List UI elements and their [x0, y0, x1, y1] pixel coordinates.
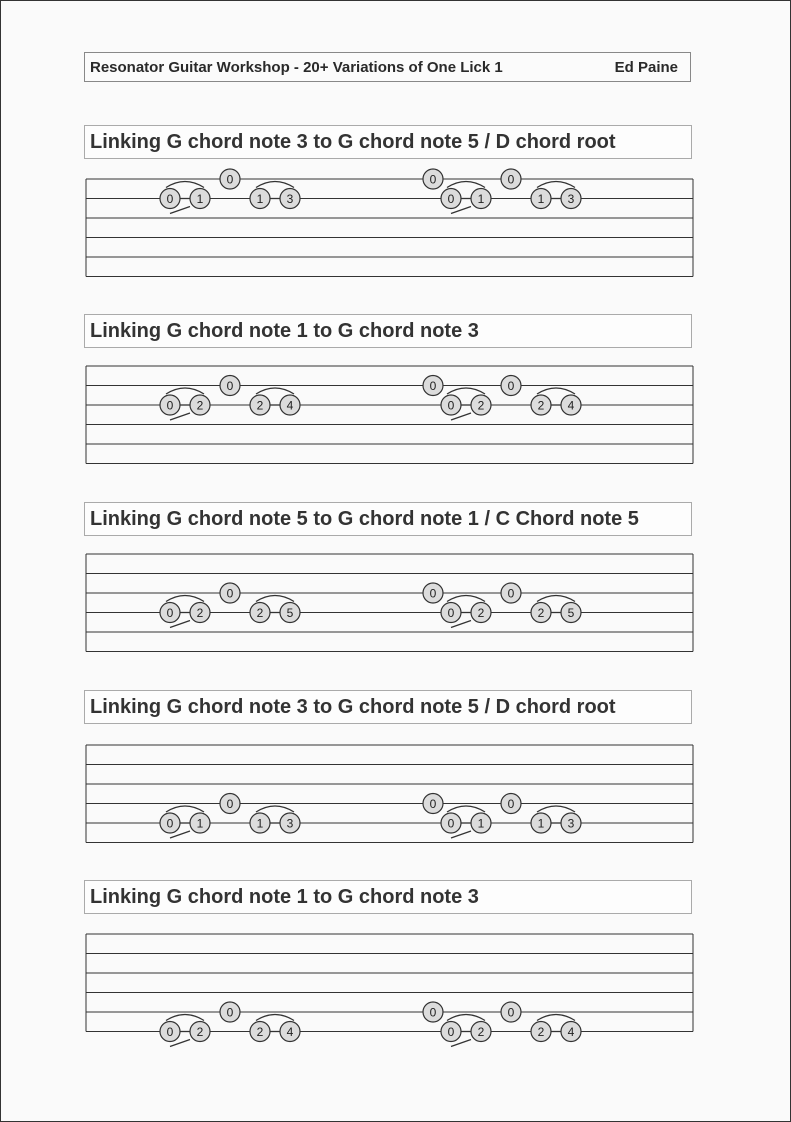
section-4-motif-1-hammer-arc-1 — [166, 806, 204, 812]
section-4-motif-1-hammer-arc-2 — [256, 806, 294, 812]
section-3-motif-2-fret-2: 2 — [477, 606, 485, 620]
section-2-motif-2-open-mid: 0 — [507, 379, 515, 393]
section-5-motif-2-open-high: 0 — [429, 1005, 437, 1020]
section-3-motif-1-open-mid: 0 — [226, 586, 234, 601]
section-2-motif-2-open-high: 0 — [429, 379, 437, 393]
section-4-motif-2-fret-2: 1 — [477, 816, 485, 831]
document-title: Resonator Guitar Workshop - 20+ Variations of One Lick 1 — [90, 59, 503, 76]
section-3-motif-2-open-high: 0 — [429, 586, 437, 601]
section-3-motif-1-fret-3: 2 — [256, 606, 264, 620]
section-1-motif-1-fret-1: 0 — [166, 192, 174, 206]
section-1-motif-1-fret-4: 3 — [286, 192, 294, 206]
section-3-motif-2-open-mid: 0 — [507, 586, 515, 601]
section-4-motif-2-open-mid: 0 — [507, 797, 515, 811]
section-2-title: Linking G chord note 1 to G chord note 3 — [84, 314, 692, 348]
section-1-motif-2-fret-3: 1 — [537, 192, 545, 206]
section-1-motif-1-hammer-arc-1 — [166, 182, 204, 188]
section-3-motif-1-hammer-arc-2 — [256, 596, 294, 602]
section-4-motif-1-fret-3: 1 — [256, 816, 264, 831]
section-5-motif-2-fret-1: 0 — [447, 1025, 455, 1039]
section-2-motif-2-fret-2: 2 — [477, 398, 485, 413]
section-3-motif-1-fret-2: 2 — [196, 606, 204, 620]
section-1-motif-1-hammer-arc-2 — [256, 182, 294, 188]
section-4-motif-2-fret-4: 3 — [567, 816, 575, 831]
section-5-motif-2-fret-3: 2 — [537, 1025, 545, 1039]
section-2-motif-2-hammer-arc-1 — [447, 388, 485, 394]
section-3-motif-2-hammer-arc-1 — [447, 596, 485, 602]
section-1-motif-1-fret-3: 1 — [256, 192, 264, 206]
section-3-motif-1-fret-4: 5 — [286, 606, 294, 620]
section-3-motif-2-fret-4: 5 — [567, 606, 575, 620]
section-2-motif-2-fret-3: 2 — [537, 398, 545, 413]
section-4-motif-1-open-mid: 0 — [226, 797, 234, 811]
section-4-motif-1-fret-4: 3 — [286, 816, 294, 831]
section-3-motif-1-fret-1: 0 — [166, 606, 174, 620]
section-1-motif-2-hammer-arc-2 — [537, 182, 575, 188]
section-4-motif-1-fret-2: 1 — [196, 816, 204, 831]
section-4-motif-2-fret-1: 0 — [447, 816, 455, 831]
section-5-motif-2-fret-4: 4 — [567, 1025, 575, 1039]
section-5-motif-2-hammer-arc-2 — [537, 1015, 575, 1021]
section-3-motif-1-hammer-arc-1 — [166, 596, 204, 602]
section-5-motif-2-open-mid: 0 — [507, 1005, 515, 1020]
section-5-motif-2-fret-2: 2 — [477, 1025, 485, 1039]
section-2-motif-2-hammer-arc-2 — [537, 388, 575, 394]
section-1-title: Linking G chord note 3 to G chord note 5 / D chord root — [84, 125, 692, 159]
section-4-motif-2-open-high: 0 — [429, 797, 437, 811]
section-5-motif-2-hammer-arc-1 — [447, 1015, 485, 1021]
section-2-motif-1-hammer-arc-1 — [166, 388, 204, 394]
section-5-motif-1-hammer-arc-1 — [166, 1015, 204, 1021]
section-5-title: Linking G chord note 1 to G chord note 3 — [84, 880, 692, 914]
section-1-motif-2-fret-1: 0 — [447, 192, 455, 206]
section-1-motif-2-open-high: 0 — [429, 172, 437, 187]
section-1-motif-2-open-mid: 0 — [507, 172, 515, 187]
section-2-motif-1-open-mid: 0 — [226, 379, 234, 393]
section-3-title: Linking G chord note 5 to G chord note 1 / C Chord note 5 — [84, 502, 692, 536]
section-5-motif-1-fret-2: 2 — [196, 1025, 204, 1039]
document-author: Ed Paine — [614, 59, 678, 76]
section-5-motif-1-fret-3: 2 — [256, 1025, 264, 1039]
section-2-motif-1-fret-3: 2 — [256, 398, 264, 413]
section-1-motif-2-fret-4: 3 — [567, 192, 575, 206]
section-4-motif-2-fret-3: 1 — [537, 816, 545, 831]
section-4-motif-2-hammer-arc-1 — [447, 806, 485, 812]
section-2-motif-1-fret-2: 2 — [196, 398, 204, 413]
section-1-motif-1-open-mid: 0 — [226, 172, 234, 187]
section-2-motif-1-hammer-arc-2 — [256, 388, 294, 394]
section-4-motif-1-fret-1: 0 — [166, 816, 174, 831]
section-3-motif-2-fret-3: 2 — [537, 606, 545, 620]
section-2-motif-1-fret-4: 4 — [286, 398, 294, 413]
section-5-motif-1-fret-1: 0 — [166, 1025, 174, 1039]
section-5-motif-1-open-mid: 0 — [226, 1005, 234, 1020]
section-5-motif-1-fret-4: 4 — [286, 1025, 294, 1039]
section-5-motif-1-hammer-arc-2 — [256, 1015, 294, 1021]
section-1-motif-1-fret-2: 1 — [196, 192, 204, 206]
section-1-motif-2-fret-2: 1 — [477, 192, 485, 206]
section-4-title: Linking G chord note 3 to G chord note 5 / D chord root — [84, 690, 692, 724]
section-3-motif-2-fret-1: 0 — [447, 606, 455, 620]
section-1-motif-2-hammer-arc-1 — [447, 182, 485, 188]
section-2-motif-1-fret-1: 0 — [166, 398, 174, 413]
section-3-motif-2-hammer-arc-2 — [537, 596, 575, 602]
section-4-motif-2-hammer-arc-2 — [537, 806, 575, 812]
section-2-motif-2-fret-4: 4 — [567, 398, 575, 413]
section-2-motif-2-fret-1: 0 — [447, 398, 455, 413]
